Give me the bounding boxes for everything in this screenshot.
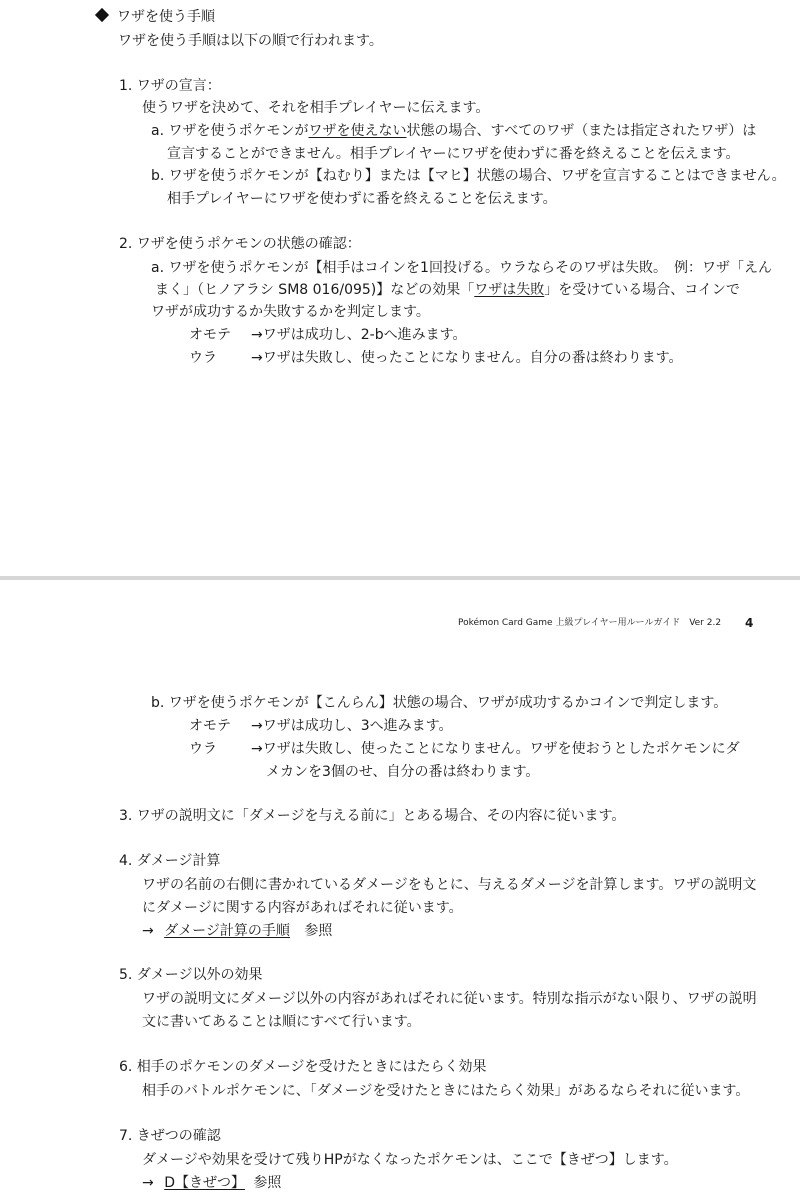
- section-intro: ワザを使う手順は以下の順で行われます。: [118, 33, 383, 49]
- link-knocked-out[interactable]: D【きぜつ】: [164, 1175, 245, 1191]
- step-1a-line-2: 宣言することができません。相手プレイヤーにワザを使わずに番を終えることを伝えます。: [167, 146, 740, 162]
- diamond-bullet-icon: [95, 8, 109, 22]
- page-2: [0, 582, 800, 1198]
- step-2a-tails-label: ウラ: [189, 350, 217, 366]
- step-2b-tails-text-2: メカンを3個のせ、自分の番は終わります。: [266, 764, 540, 780]
- link-cannot-use-attack[interactable]: ワザを使えない: [308, 123, 407, 139]
- arrow-right-icon: →: [142, 1175, 154, 1191]
- step-2b-heads-label: オモテ: [189, 718, 231, 734]
- step-7-heading: 7. きぜつの確認: [119, 1128, 221, 1144]
- page-number: 4: [745, 616, 754, 630]
- step-2a-heads-text: →ワザは成功し、2-bへ進みます。: [251, 327, 467, 343]
- section-heading: [97, 10, 215, 24]
- step-1b-line-1: b. ワザを使うポケモンが【ねむり】または【マヒ】状態の場合、ワザを宣言することはできません。: [151, 168, 786, 184]
- step-2a-heads-label: オモテ: [189, 327, 231, 343]
- step-5-line-2: 文に書いてあることは順にすべて行います。: [142, 1014, 421, 1030]
- running-header: Pokémon Card Game 上級プレイヤー用ルールガイド Ver 2.2: [458, 618, 722, 628]
- link-damage-calculation[interactable]: ダメージ計算の手順: [164, 923, 290, 939]
- step-1-body: 使うワザを決めて、それを相手プレイヤーに伝えます。: [142, 100, 490, 116]
- step-2b-line-1: b. ワザを使うポケモンが【こんらん】状態の場合、ワザが成功するかコインで判定します。: [151, 695, 728, 711]
- arrow-right-icon: →: [142, 923, 154, 939]
- step-1-heading: 1. ワザの宣言：: [119, 78, 221, 94]
- step-2a-tails-text: →ワザは失敗し、使ったことになりません。自分の番は終わります。: [251, 350, 683, 366]
- step-7-reference: → D【きぜつ】 参照: [142, 1175, 282, 1191]
- step-2a-line-3: ワザが成功するか失敗するかを判定します。: [151, 304, 430, 320]
- step-2b-tails-label: ウラ: [189, 741, 217, 757]
- step-3: 3. ワザの説明文に「ダメージを与える前に」とある場合、その内容に従います。: [119, 808, 626, 824]
- link-attack-fails[interactable]: ワザは失敗: [474, 282, 545, 298]
- step-4-line-2: にダメージに関する内容があればそれに従います。: [142, 900, 463, 916]
- page-1: [0, 0, 800, 578]
- step-2-heading: 2. ワザを使うポケモンの状態の確認：: [119, 236, 361, 252]
- step-2b-tails-text-1: →ワザは失敗し、使ったことになりません。ワザを使おうとしたポケモンにダ: [251, 741, 740, 757]
- step-6-line-1: 相手のバトルポケモンに、「ダメージを受けたときにはたらく効果」があるならそれに従います。: [142, 1083, 750, 1099]
- step-2b-heads-text: →ワザは成功し、3へ進みます。: [251, 718, 453, 734]
- step-6-heading: 6. 相手のポケモンのダメージを受けたときにはたらく効果: [119, 1059, 487, 1075]
- step-1a-line-1: a. ワザを使うポケモンがワザを使えない状態の場合、すべてのワザ（または指定されたワザ）は: [151, 123, 757, 139]
- step-1b-line-2: 相手プレイヤーにワザを使わずに番を終えることを伝えます。: [167, 191, 557, 207]
- step-4-line-1: ワザの名前の右側に書かれているダメージをもとに、与えるダメージを計算します。ワザの説明文: [142, 877, 757, 893]
- page-divider: [0, 576, 800, 580]
- step-2a-line-2: まく」（ヒノアラシ SM8 016/095)】などの効果「ワザは失敗」を受けている場合、コインで: [155, 282, 740, 298]
- step-2a-line-1: a. ワザを使うポケモンが【相手はコインを1回投げる。ウラならそのワザは失敗。 例：ワザ「えん: [151, 260, 772, 276]
- step-5-heading: 5. ダメージ以外の効果: [119, 967, 263, 983]
- step-4-heading: 4. ダメージ計算: [119, 853, 221, 869]
- step-5-line-1: ワザの説明文にダメージ以外の内容があればそれに従います。特別な指示がない限り、ワザの説明: [142, 991, 757, 1007]
- step-7-line-1: ダメージや効果を受けて残りHPがなくなったポケモンは、ここで【きぜつ】します。: [142, 1152, 678, 1168]
- section-title: ワザを使う手順: [117, 9, 215, 25]
- step-4-reference: → ダメージ計算の手順 参照: [142, 923, 333, 939]
